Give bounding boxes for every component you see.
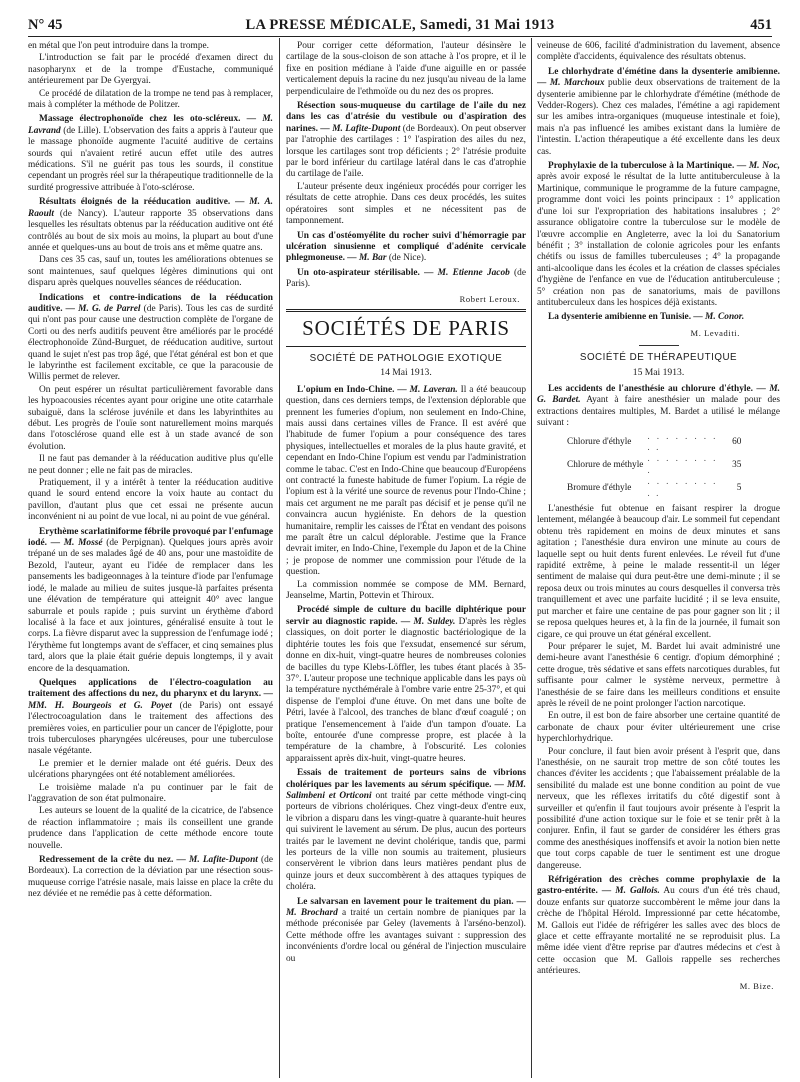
article-title: Résection sous-muqueuse du cartilage de l'aile du nez dans les cas d'atrésie du vestibule ou d'aspiration des narines.: [286, 101, 526, 134]
article-emetine: [537, 67, 780, 158]
paragraph: Il ne faut pas demander à la rééducation auditive plus qu'elle ne peut donner ; elle ne fait pas de miracles.: [28, 454, 273, 476]
article-title: Réfrigération des crèches comme prophylaxie de la gastro-entérite.: [537, 875, 780, 897]
article-author: — M. G. de Parrel: [65, 303, 141, 314]
article-opium: [286, 385, 526, 579]
section-rule-top: [286, 309, 526, 310]
mixture-row: [567, 454, 745, 477]
header-rule: [28, 36, 772, 37]
article-title: Un cas d'ostéomyélite du rocher suivi d'hémorragie par ulcération sinusienne et compliqué d'adénite cervicale phlegmoneuse.: [286, 230, 526, 264]
article-text: (de Nice).: [386, 253, 427, 264]
paragraph: La commission nommée se compose de MM. Bernard, Jeanselme, Martin, Pottevin et Thiroux.: [286, 579, 526, 602]
article-text: après avoir exposé le résultat de la lutte antituberculeuse à la Martinique, communique le programme de la future campagne, programme dont voici les points principaux : 1° application d'une loi sur l'expropriation des habitations insalubres ; 2° assurance obligatoire contre la tuberculose sur le modèle de l'œuvre accomplie en Angleterre, avec la loi du Sanatorium bénéfit ; 3° installation de colonie agricoles pour les enfants chétifs ou issus de familles tuberculeuses ; 4° la propagande anti-alcoolique dans les écoles et la création de classes spéciales d'hygiène de l'enfance en vue de l'éducation antituberculeuse ; 5° création non pas de sanatoriums, mais de pavillons antituberculeux dans les hospices déjà existants.: [537, 172, 780, 308]
article-author: — M. Laveran.: [397, 384, 458, 395]
article-text: Au cours d'un été très chaud, douze enfants sur quatorze succombèrent le même jour dans la crèche de l'hôpital Hérold. Impressionné par cette hécatombe, M. Gallois eut l'idée de réfrigérer les salles avec des blocs de glace et cette effrayante mortalité ne se reproduisit plus. La même idée vient d'être reprise par d'autres médecins et c'est à cette occasion que M. Gallois rappelle ses recherches antérieures.: [537, 886, 780, 977]
mixture-name: Chlorure d'éthyle: [567, 437, 632, 448]
paragraph: L'introduction se fait par le procédé d'examen direct du nasopharynx et de la trompe d'Eustache, communiqué antérieurement par De Gyergyai.: [28, 53, 273, 87]
article-title: Les accidents de l'anesthésie au chlorure d'éthyle.: [548, 383, 753, 394]
article-title: Le chlorhydrate d'émétine dans la dysenterie amibienne.: [548, 66, 780, 77]
article-text: (de Nancy). L'auteur rapporte 35 observations dans lesquelles les résultats obtenus par la rééducation auditive ont été contrôlés au bout de six mois au moins, la plupart au bout d'une année et quelques-uns au bout de trois ans et même quatre ans.: [28, 208, 273, 253]
mixture-row: [567, 477, 745, 500]
article-title: Résultats éloignés de la rééducation auditive.: [39, 197, 231, 208]
article-text: (de Paris).: [286, 267, 526, 290]
mixture-name: Bromure d'éthyle: [567, 482, 632, 493]
article-author: — M. Brochard: [286, 896, 526, 919]
article-text: (de Lille). L'observation des faits a appris à l'auteur que le massage phonoïde augmente l'acuité auditive de certains sourds qui n'avaient retiré aucun effet utile des autres médications. S'il ne guérit pas tous les sourds, il constitue cependant un progrès réel sur la thérapeutique traditionnelle de la surdité progressive attribuée à l'oto-sclérose.: [28, 125, 273, 193]
column-1: [28, 41, 273, 1071]
article-author: — M. Lafite-Dupont: [176, 855, 258, 866]
article-author: — M. Marchoux: [537, 78, 605, 89]
column-3: [537, 41, 780, 1071]
article-title: Un oto-aspirateur stérilisable.: [297, 267, 420, 278]
article-indications: [28, 293, 273, 384]
article-title: L'opium en Indo-Chine.: [297, 384, 395, 395]
article-text: (de Bordeaux). On peut observer par l'atrophie des cartilages : 1° l'aspiration des ailes du nez, lorsque les cartilages sont trop déficients ; 2° l'atrésie produite par le bord inférieur du cartilage latéral dans le cas d'atrophie du cartilage de l'aile.: [286, 123, 526, 180]
article-tuberculose: [537, 161, 780, 309]
article-author: — MM. Salimbeni et Orticoni: [286, 779, 526, 801]
signature: M. Levaditi.: [690, 327, 740, 338]
article-title: La dysenterie amibienne en Tunisie.: [548, 312, 692, 323]
article-author: — MM. H. Bourgeois et G. Poyet: [28, 689, 273, 711]
article-oto-aspirateur: [286, 268, 526, 291]
mixture-value: 60: [732, 437, 742, 448]
society-date: 15 Mai 1913.: [632, 366, 685, 378]
column-divider-1: [279, 38, 280, 1078]
leader-dots: . . . . . . . . . .: [647, 431, 718, 453]
signature: M. Bize.: [739, 980, 774, 991]
column-2: [286, 41, 526, 1071]
article-title: Quelques applications de l'électro-coagulation au traitement des affections du nez, du pharynx et du larynx.: [28, 677, 273, 700]
article-author: — M. Noc,: [736, 161, 780, 172]
article-author: — M. A. Raoult: [28, 197, 273, 219]
paragraph: En outre, il est bon de faire absorber une certaine quantité de carbonate de chaux pour éviter ultérieurement une crise hyperchlorhydrique.: [537, 711, 780, 745]
paragraph: Les auteurs se louent de la qualité de la cicatrice, de l'absence de réaction inflammatoire ; mais ils conseillent une grande prudence dans l'application de cette méthode encore toute nouvelle.: [28, 806, 273, 851]
article-author: — M. G. Bardet.: [537, 383, 780, 406]
article-electro-coagulation: [28, 678, 273, 758]
paragraph: Pratiquement, il y a intérêt à tenter la rééducation auditive quand le sourd entend encore la voix haute au contact du pavillon, d'autant plus que cet essai ne présente aucun inconvénient ni au point de vue local, ni au point de vue général.: [28, 478, 273, 523]
issue-number: N° 45: [28, 17, 63, 33]
society-title: SOCIÉTÉ DE THÉRAPEUTIQUE: [579, 352, 738, 364]
paragraph: L'anesthésie fut obtenue en faisant respirer la drogue lentement, mélangée à beaucoup d'air. Le sommeil fut cependant obtenu très rapidement en moins de deux minutes et sans agitation ; l'anesthésie dura environ une minute au cours de laquelle sept ou huit dents furent enlevées. Le réveil fut d'une rapidité extrême, à peine le malade ressentit-il un léger sentiment de malaise qui dura peut-être une demi-minute ; il se reposa deux ou trois minutes au cours desquelles il conversa très tranquillement et avec une parfaite lucidité ; il se leva ensuite, put marcher et faire une centaine de pas pour gagner son lit ; il se reposa quelques heures et, à la fin de la journée, il fumait son cigare, ce qui prouve un état général excellent.: [537, 504, 780, 640]
leader-dots: . . . . . . . . .: [647, 454, 718, 476]
article-resection: [286, 101, 526, 181]
column-divider-2: [531, 38, 532, 1078]
article-title: Massage électrophonoïde chez les oto-scléreux.: [39, 114, 241, 125]
article-title: Prophylaxie de la tuberculose à la Martinique.: [548, 161, 735, 172]
article-text: (de Perpignan). Quelques jours après avoir trépané un de ses malades âgé de 40 ans, pour une mastoïdite de Bezold, l'auteur, ayant eu l'idée de remplacer dans les pansements les badigeonnages à la teinture d'iode par l'enfumage iodé, le malade au milieu de suites jusque-là parfaites présenta une élévation de température qui atteignit 40° avec langue saburrale et pouls rapide ; puis survint un érythème d'abord localisé à la face et aux jointures, généralisé ensuite à tout le corps. La fièvre disparut avec la suppression de l'enfumage iodé ; l'érythème fut longtemps avant de s'effacer, et cinq semaines plus tard, alors que la plaie était guérie depuis longtemps, il y avait encore de la desquamation.: [28, 538, 273, 674]
article-text: (de Paris) ont essayé l'électrocoagulation dans le traitement des affections des premières voies, en particulier pour un cancer de l'épiglotte, pour trois tuberculoses pharyngées ulcéreuses, pour une tuberculose nasale végétante.: [28, 700, 273, 757]
paragraph: Dans ces 35 cas, sauf un, toutes les améliorations obtenues se sont maintenues, sauf quelques légères diminutions qui ont disparu après quelques nouvelles séances de rééducation.: [28, 255, 273, 289]
article-title: Erythème scarlatiniforme fébrile provoqué par l'enfumage iodé.: [28, 526, 273, 549]
article-title: Redressement de la crête du nez.: [39, 855, 174, 866]
section-rule-top-thin: [286, 311, 526, 312]
article-text: (de Bordeaux). La correction de la déviation par une résection sous-muqueuse corrige l'atrésie nasale, mais laisse en place la crête du nez déviée et ne remédie pas à cette déformation.: [28, 855, 273, 900]
article-author: — M. Suldey.: [400, 616, 456, 627]
paragraph: veineuse de 606, facilité d'administration du lavement, absence complète d'accidents, équivalence des résultats obtenus.: [537, 41, 780, 63]
article-anesthesie: [537, 384, 780, 430]
paragraph: Pour conclure, il faut bien avoir présent à l'esprit que, dans l'anesthésie, on ne saurait trop mettre de son côté toutes les chances d'éviter les accidents ; que l'abaissement préalable de la sensibilité du malade est une bonne condition au point de vue nerveux, que les réflexes irritatifs du côté digestif sont à surveiller et qu'enfin il faut toujours avoir présente à l'esprit la possibilité d'une action toxique sur le foie et se tenir prêt à la conjurer. Enfin, il faut se garder de considérer les éthers gras comme des anesthésiques inoffensifs et avoir la notion bien nette que tout corps capable de tuer le sentiment est une drogue dangereuse.: [537, 746, 780, 871]
article-diphterie: [286, 605, 526, 765]
article-salvarsan: [286, 897, 526, 965]
paragraph: L'auteur présente deux ingénieux procédés pour corriger les résultats de cette atrophie. Dans ces deux procédés, les suites opératoires sont simples et ne nécessitent pas de tamponnement.: [286, 181, 526, 227]
paragraph: Le troisième malade n'a pu continuer par le fait de l'aggravation de son état pulmonaire.: [28, 782, 273, 804]
mixture-name: Chlorure de méthyle: [567, 460, 644, 471]
paragraph: Ce procédé de dilatation de la trompe ne tend pas à remplacer, mais à compléter la méthode de Politzer.: [28, 88, 273, 111]
paragraph: en métal que l'on peut introduire dans la trompe.: [28, 41, 209, 51]
article-cholera: [286, 768, 526, 893]
article-title: Indications et contre-indications de la rééducation auditive.: [28, 292, 273, 314]
article-massage: [28, 114, 273, 194]
section-rule: [639, 345, 679, 346]
article-author: — M. Lafite-Dupont: [320, 123, 401, 134]
journal-title: LA PRESSE MÉDICALE, Samedi, 31 Mai 1913: [245, 17, 555, 33]
article-text: publie deux observations de traitement de la dysenterie amibienne par le chlorhydrate d'émétine (méthode de Vedder-Rogers). Chez ces malades, l'émétine a agi rapidement sur les amibes intra-organiques (muqueuse intestinale et foie), mais n'a pas influencé les amibes existant dans la lumière de l'intestin. L'action thérapeutique a été excellente dans les deux cas.: [537, 78, 780, 157]
section-rule-bottom: [286, 346, 526, 347]
article-title: Le salvarsan en lavement pour le traitement du pian.: [297, 896, 514, 907]
society-title: SOCIÉTÉ DE PATHOLOGIE EXOTIQUE: [309, 352, 503, 364]
section-heading: SOCIÉTÉS DE PARIS: [302, 315, 510, 340]
mixture-value: 35: [732, 460, 742, 471]
page-number: 451: [750, 17, 772, 33]
paragraph: Le premier et le dernier malade ont été guéris. Deux des ulcérations pharyngées ont été notablement améliorées.: [28, 758, 273, 781]
article-erytheme: [28, 527, 273, 675]
society-date: 14 Mai 1913.: [380, 367, 432, 379]
signature: Robert Leroux.: [459, 293, 520, 304]
mixture-table: [567, 432, 745, 500]
paragraph: Pour corriger cette déformation, l'auteur désinsère le cartilage de la sous-cloison de son attache à l'os propre, et il le fixe en position médiane à l'aide d'une aiguille en or passée verticalement depuis la racine du nez jusqu'au niveau de la lame perpendiculaire de l'ethmoïde ou du nez des os propres.: [286, 41, 526, 97]
article-text: Il a été beaucoup question, dans ces derniers temps, de l'extension déplorable que prennent les fumeries d'opium, non seulement en Indo-Chine, mais aussi dans certaines villes de France. Il est avéré que l'habitude de fumer l'opium a pour conséquence des tares physiques, intellectuelles et morales de la plus haute gravité, et cependant en Indo-Chine l'opium est vendu par l'administration comme le tabac. C'est en Indo-Chine que beaucoup d'Européens ont contracté la funeste habitude de fumer l'opium. La régie de l'opium est à la vérité une source de revenus pour l'Indo-Chine ; mais cet argument ne me paraît pas décisif et je pense qu'il ne convaincra aucun hygiéniste. En dehors de la question humanitaire, remplir les caisses de l'État en vendant des poisons me paraît être un calcul déplorable. J'estime que la France devrait imiter, en Indo-Chine, l'exemple du Japon et de la Chine ; je propose de nommer une commission pour l'étude de la question.: [286, 384, 526, 578]
page-header: [28, 17, 772, 33]
article-author: — M. Etienne Jacob: [424, 267, 510, 278]
article-title: Procédé simple de culture du bacille diphtérique pour servir au diagnostic rapide.: [286, 605, 526, 627]
article-text: ont traité par cette méthode vingt-cinq porteurs de vibrions cholériques. Chez vingt-deux d'entre eux, le vibrion a disparu dans les vingt-quatre à quarante-huit heures qui suivirent le lavement au sérum. De plus, aucun des porteurs traités par le lavement ne devint cholérique, tandis que, parmi les porteurs de la ville non soumis au traitement, plusieurs conservèrent le vibrion dans leurs matières pendant plus de quinze jours et deux succombèrent à des attaques typiques de choléra.: [286, 790, 526, 893]
article-author: — M. Lavrand: [28, 114, 273, 136]
mixture-value: 5: [736, 482, 742, 493]
mixture-row: [567, 432, 745, 455]
paragraph: On peut espérer un résultat particulièrement favorable dans les hypoacousies récentes ayant pour origine une otite catarrhale subaiguë, dans la sclérose juvénile et dans les labyrinthites au début. Les progrès de l'ouïe sont naturellement moins marqués dans l'otosclérose quand elle est à un stade avancé de son évolution.: [28, 384, 273, 452]
article-reeducation: [28, 197, 273, 254]
article-redressement: [28, 855, 273, 901]
article-osteomyelite: [286, 231, 526, 265]
article-text: (de Paris). Tous les cas de surdité qui n'ont pas pour cause une destruction complète de l'organe de Corti ou des nerfs auditifs peuvent être améliorés par le procédé électrophonoïde Zünd-Burguet, de rééducation auditive, surtout quand le sujet n'est pas trop âgé, que l'état général est bon et que le labyrinthe est facilement excitable, ce que la paracousie de Willis permet de relever.: [28, 303, 273, 383]
article-title: Essais de traitement de porteurs sains de vibrions cholériques par les lavements au sérum spécifique.: [286, 768, 526, 790]
leader-dots: . . . . . . . . . .: [647, 477, 718, 499]
article-author: — M. Bar: [347, 253, 387, 264]
article-author: — M. Conor.: [693, 312, 745, 323]
paragraph: Pour préparer le sujet, M. Bardet lui avait administré une demi-heure avant l'anesthésie 6 centigr. d'opium démorphiné ; cette drogue, très sédative et sans effets narcotiques durables, fut suffisante pour calmer le système nerveux, permettre à l'anesthésie de se faire dans les meilleurs conditions et ensuite après le réveil de ne point prolonger l'action narcotique.: [537, 641, 780, 709]
article-author: — M. Mossé: [50, 538, 103, 549]
article-author: — M. Gallois.: [601, 886, 660, 897]
article-refrigeration: [537, 875, 780, 978]
article-text: Ayant à faire anesthésier un malade pour des extractions dentaires multiples, M. Bardet a utilisé le mélange suivant :: [537, 395, 780, 429]
article-dysenterie-tunisie: [537, 312, 780, 323]
article-text: D'après les règles classiques, on doit porter le diagnostic bactériologique de la diphtérie toutes les fois que l'exsudat, ensemencé sur sérum, donne en dix-huit, vingt-quatre heures de nombreuses colonies de bacilles du type Klebs-Löffler, les tubes étant placés à 35-37°. L'auteur propose une technique applicable dans les pays où la température nycthémérale à l'ombre varie entre 25-37°, et qui dispense de l'emploi d'une étuve. On met dans une boîte de Pétri, lavée à l'alcool, des tranches de blanc d'œuf coagulé ; on pratique l'ensemencement à l'aide d'un tampon d'ouate. La boîte, entourée d'une compresse propre, est placée à la température de la chambre, à l'obscurité. Les colonies apparaissent après dix-huit, vingt-quatre heures.: [286, 616, 526, 764]
article-text: a traité un certain nombre de pianiques par la méthode préconisée par Geley (lavements à l'arséno-benzol). Cette méthode offre les avantages suivant : suppression des inconvénients d'ordre local ou général de l'injection musculaire ou: [286, 908, 526, 964]
